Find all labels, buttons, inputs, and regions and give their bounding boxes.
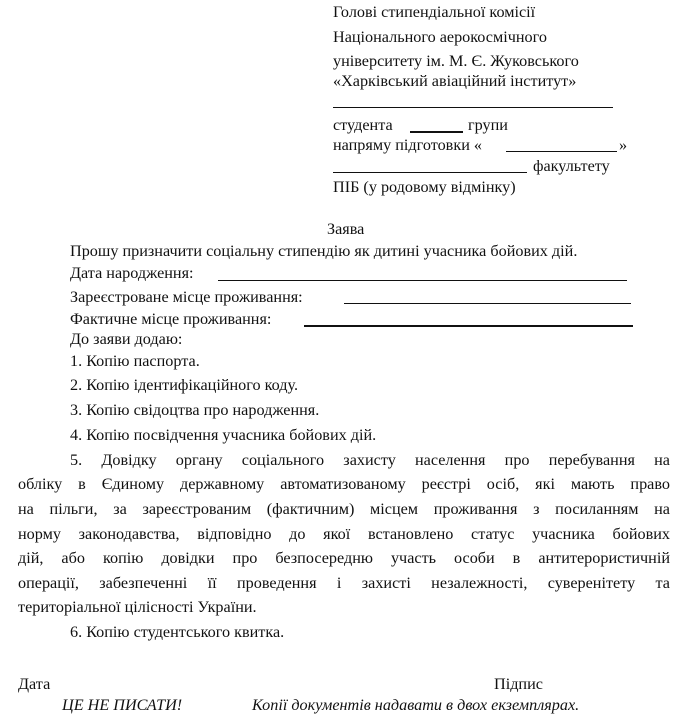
faculty-label: факультету bbox=[533, 157, 610, 175]
direction-close-quote: » bbox=[619, 136, 628, 154]
item5-line-3: на пільги, за зареєстрованим (фактичним) місцем проживання з посиланням на bbox=[18, 500, 670, 518]
blank-line-name[interactable] bbox=[333, 107, 613, 108]
item5-line-4: норму законодавства, відповідно до якої встановлено статус учасника бойових bbox=[18, 525, 670, 543]
request-text: Прошу призначити соціальну стипендію як дитині учасника бойових дій. bbox=[70, 242, 578, 260]
registered-address-label: Зареєстроване місце проживання: bbox=[70, 288, 303, 306]
blank-line-student[interactable] bbox=[410, 131, 463, 133]
blank-line-direction[interactable] bbox=[506, 151, 617, 152]
pib-label: ПІБ (у родовому відмінку) bbox=[333, 178, 516, 196]
item5-line-7: територіальної цілісності України. bbox=[18, 598, 257, 616]
addressee-line-3: університету ім. М. Є. Жуковського bbox=[333, 52, 579, 70]
attach-label: До заяви додаю: bbox=[70, 330, 183, 348]
actual-address-blank[interactable] bbox=[304, 325, 633, 327]
item5-line-1: 5. Довідку органу соціального захисту населення про перебування на bbox=[70, 451, 670, 469]
addressee-line-1: Голові стипендіальної комісії bbox=[333, 3, 536, 21]
birth-date-blank[interactable] bbox=[218, 280, 627, 281]
item5-line-6: операції, забезпеченні її проведення і захисті незалежності, суверенітету та bbox=[18, 574, 670, 592]
statement-title: Заява bbox=[327, 220, 365, 238]
addressee-line-2: Національного аерокосмічного bbox=[333, 28, 547, 46]
student-label: студента bbox=[333, 116, 393, 134]
copies-note: Копії документів надавати в двох екземплярах. bbox=[252, 696, 580, 714]
item5-line-5: дій, або копію довідки про безпосередню участь особи в антитерористичній bbox=[18, 549, 670, 567]
addressee-line-4: «Харківський авіаційний інститут» bbox=[333, 72, 577, 90]
list-item: 4. Копію посвідчення учасника бойових дій. bbox=[70, 426, 377, 444]
signature-label: Підпис bbox=[494, 675, 543, 693]
list-item: 2. Копію ідентифікаційного коду. bbox=[70, 376, 299, 394]
list-item: 6. Копію студентського квитка. bbox=[70, 623, 285, 641]
group-label: групи bbox=[468, 116, 508, 134]
direction-label: напряму підготовки « bbox=[333, 136, 482, 154]
item5-line-2: обліку в Єдиному державному автоматизованому реєстрі осіб, які мають право bbox=[18, 475, 670, 493]
do-not-write-note: ЦЕ НЕ ПИСАТИ! bbox=[62, 696, 183, 714]
registered-address-blank[interactable] bbox=[344, 303, 631, 304]
blank-line-faculty[interactable] bbox=[333, 172, 527, 173]
actual-address-label: Фактичне місце проживання: bbox=[70, 310, 272, 328]
list-item: 3. Копію свідоцтва про народження. bbox=[70, 401, 320, 419]
birth-date-label: Дата народження: bbox=[70, 264, 194, 282]
date-label: Дата bbox=[18, 675, 51, 693]
list-item: 1. Копію паспорта. bbox=[70, 352, 200, 370]
